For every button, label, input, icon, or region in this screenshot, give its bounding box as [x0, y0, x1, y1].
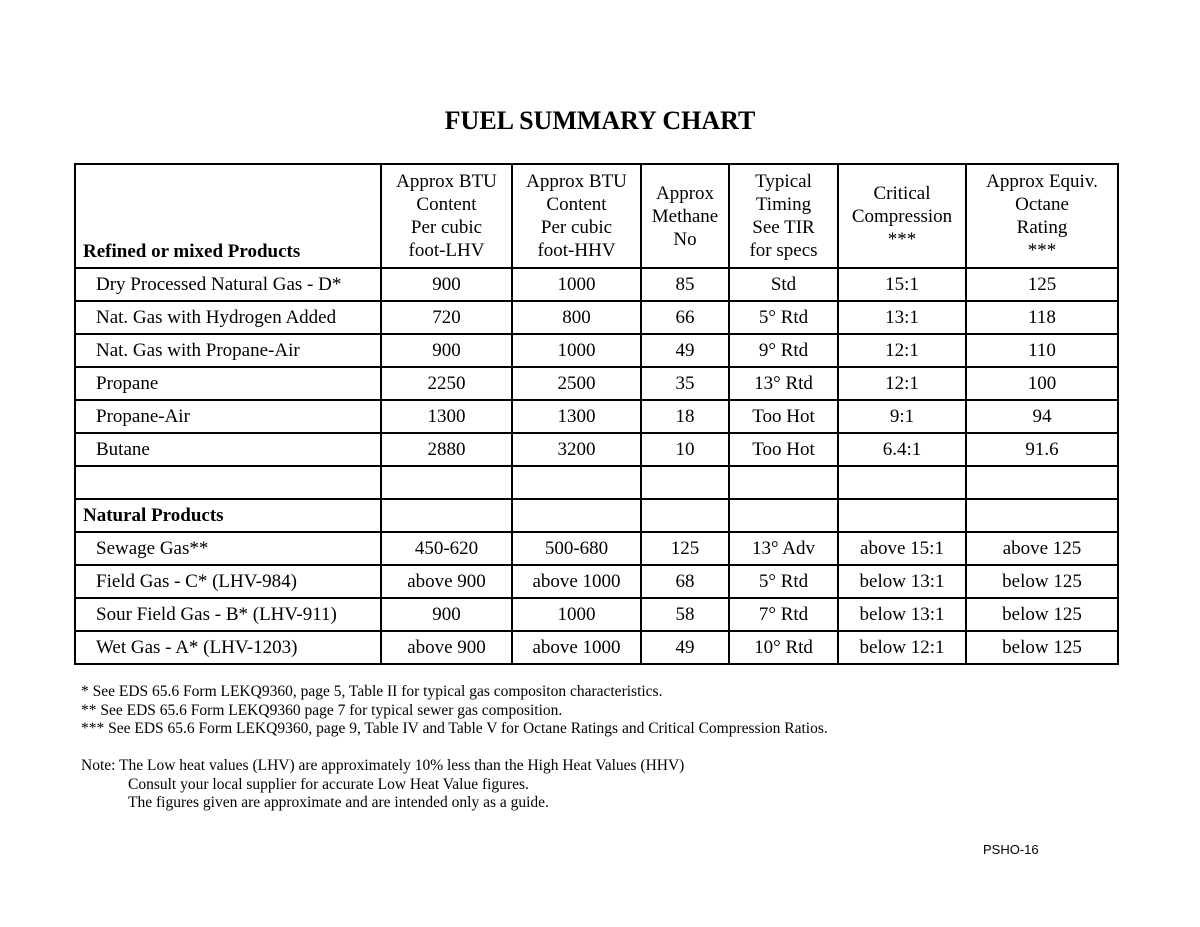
- column-header-line: Per cubic: [540, 217, 613, 238]
- column-header-line: ***: [1027, 240, 1057, 261]
- value-cell: 9:1: [838, 400, 966, 433]
- value-cell: 49: [641, 334, 729, 367]
- value-cell: 1000: [512, 598, 641, 631]
- value-cell: 66: [641, 301, 729, 334]
- column-header-line: Approx: [655, 182, 715, 204]
- product-name-cell: Nat. Gas with Hydrogen Added: [75, 301, 381, 334]
- table-row: [75, 433, 1118, 466]
- column-header-line: Critical: [873, 182, 931, 204]
- value-cell: 49: [641, 631, 729, 664]
- product-name-cell: Propane: [75, 367, 381, 400]
- note-line: The figures given are approximate and are intended only as a guide.: [128, 794, 549, 811]
- column-header-line: ***: [887, 228, 917, 250]
- value-cell: below 125: [966, 565, 1118, 598]
- value-cell: 800: [512, 301, 641, 334]
- product-name-cell: Field Gas - C* (LHV-984): [75, 565, 381, 598]
- table-row: [75, 301, 1118, 334]
- empty-cell: [729, 466, 838, 499]
- value-cell: 900: [381, 334, 512, 367]
- section-label: Natural Products: [75, 499, 381, 532]
- footnotes: [81, 683, 828, 739]
- value-cell: 720: [381, 301, 512, 334]
- value-cell: 1000: [512, 334, 641, 367]
- blank-row: [75, 466, 1118, 499]
- table-row: [75, 532, 1118, 565]
- column-header-line: Typical: [755, 171, 812, 192]
- value-cell: 13° Rtd: [729, 367, 838, 400]
- empty-cell: [512, 466, 641, 499]
- value-cell: 2250: [381, 367, 512, 400]
- value-cell: 7° Rtd: [729, 598, 838, 631]
- fuel-summary-table: [74, 163, 1119, 665]
- value-cell: 1300: [512, 400, 641, 433]
- value-cell: above 900: [381, 631, 512, 664]
- value-cell: 6.4:1: [838, 433, 966, 466]
- value-cell: 2500: [512, 367, 641, 400]
- empty-cell: [75, 466, 381, 499]
- value-cell: above 900: [381, 565, 512, 598]
- column-header-line: Methane: [651, 205, 719, 227]
- value-cell: 5° Rtd: [729, 301, 838, 334]
- value-cell: 13:1: [838, 301, 966, 334]
- column-header-line: Rating: [1016, 217, 1068, 238]
- column-header: [512, 164, 641, 268]
- product-name-cell: Sour Field Gas - B* (LHV-911): [75, 598, 381, 631]
- value-cell: 12:1: [838, 334, 966, 367]
- value-cell: below 125: [966, 631, 1118, 664]
- value-cell: 10: [641, 433, 729, 466]
- column-header: [641, 164, 729, 268]
- empty-cell: [966, 499, 1118, 532]
- column-header-line: Per cubic: [410, 217, 483, 238]
- column-header-line: for specs: [749, 240, 818, 261]
- empty-cell: [729, 499, 838, 532]
- value-cell: 125: [641, 532, 729, 565]
- empty-cell: [381, 499, 512, 532]
- value-cell: 58: [641, 598, 729, 631]
- value-cell: 12:1: [838, 367, 966, 400]
- column-header-line: Approx Equiv.: [986, 171, 1098, 192]
- value-cell: 15:1: [838, 268, 966, 301]
- table-row: [75, 400, 1118, 433]
- column-header-line: Content: [416, 194, 477, 215]
- product-name-cell: Nat. Gas with Propane-Air: [75, 334, 381, 367]
- note-line: Note: The Low heat values (LHV) are approximately 10% less than the High Heat Values (HHV): [81, 757, 685, 774]
- column-header-line: Content: [546, 194, 607, 215]
- value-cell: below 13:1: [838, 598, 966, 631]
- value-cell: 13° Adv: [729, 532, 838, 565]
- table-row: [75, 268, 1118, 301]
- value-cell: 5° Rtd: [729, 565, 838, 598]
- empty-cell: [641, 499, 729, 532]
- value-cell: 2880: [381, 433, 512, 466]
- column-header: [729, 164, 838, 268]
- empty-cell: [838, 499, 966, 532]
- value-cell: below 13:1: [838, 565, 966, 598]
- product-name-cell: Dry Processed Natural Gas - D*: [75, 268, 381, 301]
- value-cell: 10° Rtd: [729, 631, 838, 664]
- section-header-row: [75, 499, 1118, 532]
- value-cell: Too Hot: [729, 400, 838, 433]
- value-cell: 68: [641, 565, 729, 598]
- note-line: Consult your local supplier for accurate Low Heat Value figures.: [128, 775, 529, 793]
- product-name-cell: Butane: [75, 433, 381, 466]
- value-cell: 900: [381, 268, 512, 301]
- value-cell: 1300: [381, 400, 512, 433]
- footnote: *** See EDS 65.6 Form LEKQ9360, page 9, Table IV and Table V for Octane Ratings and Critical Compression Ratios.: [81, 720, 828, 737]
- column-header-line: Timing: [755, 194, 812, 215]
- value-cell: above 1000: [512, 631, 641, 664]
- column-header-line: Approx BTU: [526, 171, 627, 192]
- value-cell: 500-680: [512, 532, 641, 565]
- empty-cell: [512, 499, 641, 532]
- value-cell: 94: [966, 400, 1118, 433]
- table-row: [75, 367, 1118, 400]
- empty-cell: [966, 466, 1118, 499]
- column-header: [381, 164, 512, 268]
- value-cell: 91.6: [966, 433, 1118, 466]
- value-cell: above 125: [966, 532, 1118, 565]
- value-cell: above 1000: [512, 565, 641, 598]
- value-cell: 35: [641, 367, 729, 400]
- column-header-line: foot-HHV: [537, 240, 616, 261]
- value-cell: 1000: [512, 268, 641, 301]
- product-name-cell: Wet Gas - A* (LHV-1203): [75, 631, 381, 664]
- value-cell: below 125: [966, 598, 1118, 631]
- value-cell: 3200: [512, 433, 641, 466]
- product-name-cell: Propane-Air: [75, 400, 381, 433]
- column-header-line: No: [673, 228, 697, 250]
- value-cell: 9° Rtd: [729, 334, 838, 367]
- footnote: ** See EDS 65.6 Form LEKQ9360 page 7 for typical sewer gas composition.: [81, 701, 563, 719]
- column-header-line: Approx BTU: [396, 171, 497, 192]
- value-cell: 110: [966, 334, 1118, 367]
- value-cell: 18: [641, 400, 729, 433]
- page-code: PSHO-16: [983, 842, 1039, 857]
- empty-cell: [381, 466, 512, 499]
- value-cell: above 15:1: [838, 532, 966, 565]
- value-cell: Too Hot: [729, 433, 838, 466]
- value-cell: 118: [966, 301, 1118, 334]
- empty-cell: [641, 466, 729, 499]
- table-row: [75, 631, 1118, 664]
- footnote: * See EDS 65.6 Form LEKQ9360, page 5, Table II for typical gas compositon characteristics.: [81, 683, 663, 700]
- value-cell: below 12:1: [838, 631, 966, 664]
- value-cell: 125: [966, 268, 1118, 301]
- value-cell: 100: [966, 367, 1118, 400]
- table-row: [75, 598, 1118, 631]
- column-header-line: See TIR: [752, 217, 815, 238]
- product-name-cell: Sewage Gas**: [75, 532, 381, 565]
- table-header-row: [75, 164, 1118, 268]
- column-header-line: foot-LHV: [408, 240, 485, 261]
- value-cell: 85: [641, 268, 729, 301]
- table-row: [75, 565, 1118, 598]
- value-cell: 900: [381, 598, 512, 631]
- column-header-line: Compression: [851, 205, 953, 227]
- column-header-line: Octane: [1015, 194, 1069, 215]
- column-header: [966, 164, 1118, 268]
- note-block: [81, 757, 684, 813]
- page-title: FUEL SUMMARY CHART: [444, 106, 756, 135]
- table-row: [75, 334, 1118, 367]
- column-header: [838, 164, 966, 268]
- column-header-product: Refined or mixed Products: [75, 164, 381, 268]
- empty-cell: [838, 466, 966, 499]
- value-cell: Std: [729, 268, 838, 301]
- value-cell: 450-620: [381, 532, 512, 565]
